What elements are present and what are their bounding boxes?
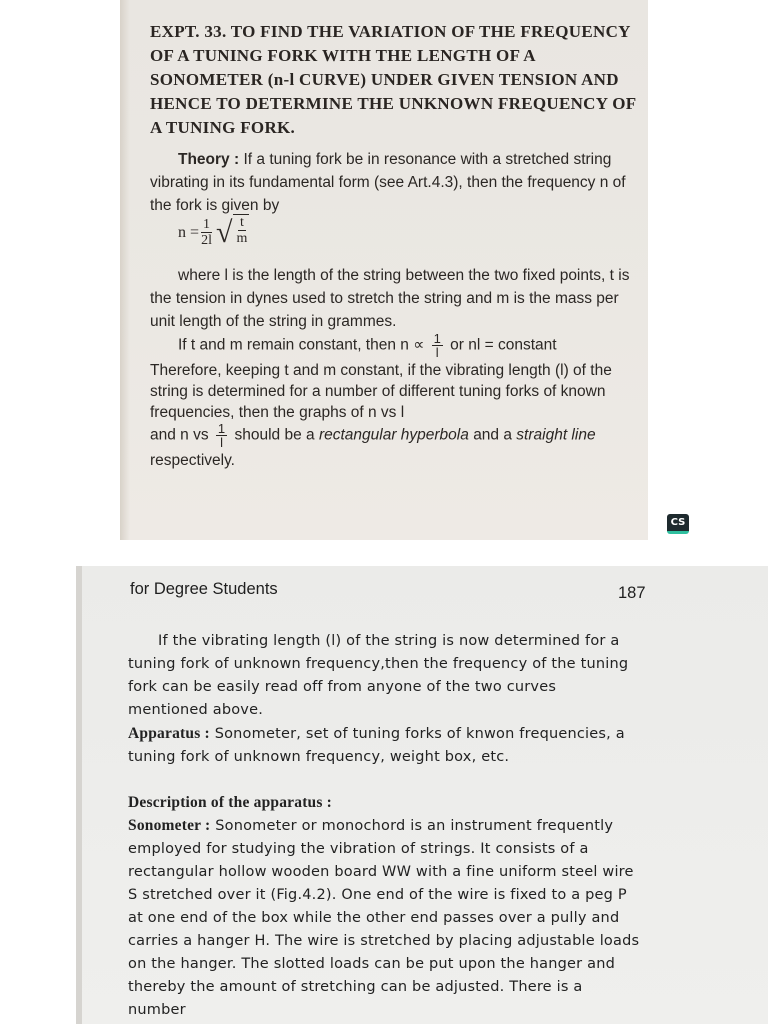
sonometer-label: Sonometer :	[128, 817, 211, 834]
page-number: 187	[618, 584, 646, 602]
formula-fraction-numerator: 1	[203, 217, 211, 232]
sonometer-paragraph	[128, 814, 640, 1022]
conclusion-post: respectively.	[150, 452, 235, 469]
inverse-numerator: 1	[433, 331, 441, 346]
sqrt-numerator: t	[240, 214, 244, 230]
sqrt-fraction	[237, 215, 248, 246]
theory-label: Theory :	[178, 151, 240, 168]
running-head: for Degree Students	[130, 580, 278, 598]
conclusion-numerator: 1	[217, 421, 226, 436]
square-root-body	[233, 214, 250, 246]
conclusion-line	[150, 422, 634, 472]
experiment-title: EXPT. 33. TO FIND THE VARIATION OF THE FREQUENCY OF A TUNING FORK WITH THE LENGTH OF A SONOMETER (n-l CURVE) UNDER GIVEN TENSION AND HENCE TO DETERMINE THE UNKNOWN FREQUENCY OF A TUNING FORK.	[150, 22, 636, 137]
description-heading: Description of the apparatus :	[128, 794, 333, 811]
theory-text: If a tuning fork be in resonance with a stretched string vibrating in its fundamental form (see Art.4.3), then the frequency n of the fork is given by	[150, 151, 626, 214]
where-paragraph	[150, 264, 634, 333]
where-text: where l is the length of the string between the two fixed points, t is the tension in dynes used to stretch the string and m is the mass per unit length of the string in grammes.	[150, 267, 630, 330]
apparatus-label: Apparatus :	[128, 725, 210, 742]
if-text-post: or nl = constant	[450, 336, 557, 354]
apparatus-text: Sonometer, set of tuning forks of knwon frequencies, a tuning fork of unknown frequency, weight box, etc.	[128, 726, 625, 765]
camscanner-badge: CS	[667, 514, 689, 534]
conclusion-fraction	[216, 422, 227, 449]
inverse-denominator: l	[435, 345, 439, 360]
rectangular-hyperbola-term: rectangular hyperbola	[318, 426, 469, 444]
conclusion-and: and a	[473, 426, 512, 444]
sqrt-denominator: m	[236, 230, 248, 246]
apparatus-paragraph	[128, 722, 640, 769]
formula-lhs: n =	[178, 223, 200, 241]
unknown-frequency-paragraph	[128, 630, 640, 722]
square-root-sign: √	[216, 215, 233, 249]
inverse-length-fraction	[432, 332, 443, 359]
formula-fraction-denominator: 2l	[201, 233, 212, 248]
conclusion-pre: and n vs	[150, 426, 209, 444]
sonometer-text: Sonometer or monochord is an instrument frequently employed for studying the vibration of strings. It consists of a rectangular hollow wooden board WW with a fine uniform steel wire S stretched over it (Fig.4.2). One end of the wire is fixed to a peg P at one end of the box while the other end passes over a pully and carries a hanger H. The wire is stretched by placing adjustable loads on the hanger. The slotted loads can be put upon the hanger and thereby the amount of stretching can be adjusted. There is a number	[128, 818, 640, 1018]
formula-fraction	[201, 217, 212, 248]
frequency-formula	[178, 214, 249, 249]
straight-line-term: straight line	[516, 426, 596, 444]
if-constant-line	[150, 332, 634, 359]
conclusion-denominator: l	[220, 435, 223, 450]
therefore-paragraph: Therefore, keeping t and m constant, if the vibrating length (l) of the string is determined for a number of different tuning forks of known frequencies, then the graphs of n vs l	[150, 362, 612, 421]
if-text-pre: If t and m remain constant, then n ∝	[178, 336, 425, 354]
conclusion-mid: should be a	[234, 426, 315, 444]
para1-text: If the vibrating length (l) of the string is now determined for a tuning fork of unknown frequency,then the frequency of the tuning fork can be easily read off from anyone of the two curves mentioned above.	[128, 633, 629, 718]
theory-paragraph	[150, 148, 634, 217]
